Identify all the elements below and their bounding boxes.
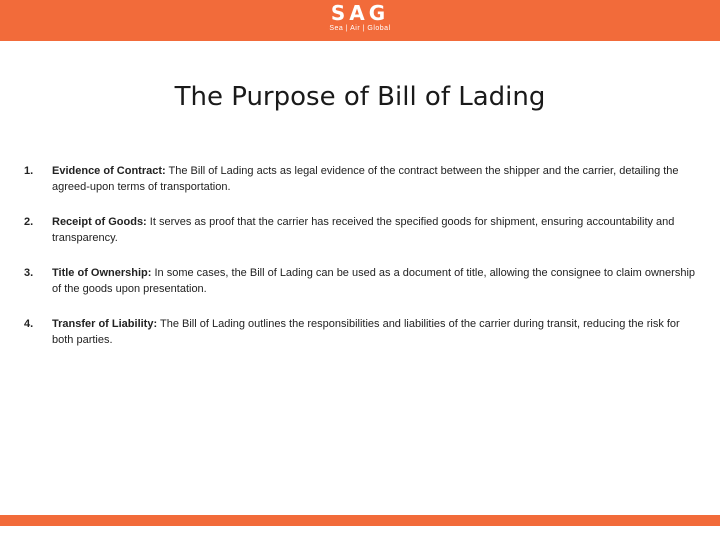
list-item-term: Transfer of Liability: (52, 318, 158, 330)
logo-wordmark: SAG (330, 1, 390, 25)
slide-title: The Purpose of Bill of Lading (174, 82, 546, 112)
list-item-term: Receipt of Goods: (52, 216, 147, 228)
list-item (24, 265, 704, 297)
list-item-number: 2. (24, 216, 34, 228)
list-item-number: 1. (24, 165, 34, 177)
company-logo (0, 2, 720, 33)
footer-band (0, 515, 720, 526)
logo-tagline: Sea | Air | Global (329, 25, 391, 32)
list-item-text: The Bill of Lading outlines the responsibilities and liabilities of the carrier during transit, reducing the risk for both parties. (52, 318, 680, 346)
list-item-text: The Bill of Lading acts as legal evidence of the contract between the shipper and the carrier, detailing the agreed-upon terms of transportation. (52, 165, 679, 193)
list-item-term: Title of Ownership: (52, 267, 152, 279)
list-item-text: It serves as proof that the carrier has received the specified goods for shipment, ensuring accountability and transparency. (52, 216, 675, 244)
list-item-number: 4. (24, 318, 34, 330)
list-item (24, 214, 704, 246)
header-band (0, 0, 720, 41)
purpose-list (24, 163, 704, 367)
list-item-term: Evidence of Contract: (52, 165, 166, 177)
list-item (24, 316, 704, 348)
list-item (24, 163, 704, 195)
list-item-number: 3. (24, 267, 34, 279)
list-item-text: In some cases, the Bill of Lading can be used as a document of title, allowing the consignee to claim ownership of the goods upon presentation. (52, 267, 696, 295)
